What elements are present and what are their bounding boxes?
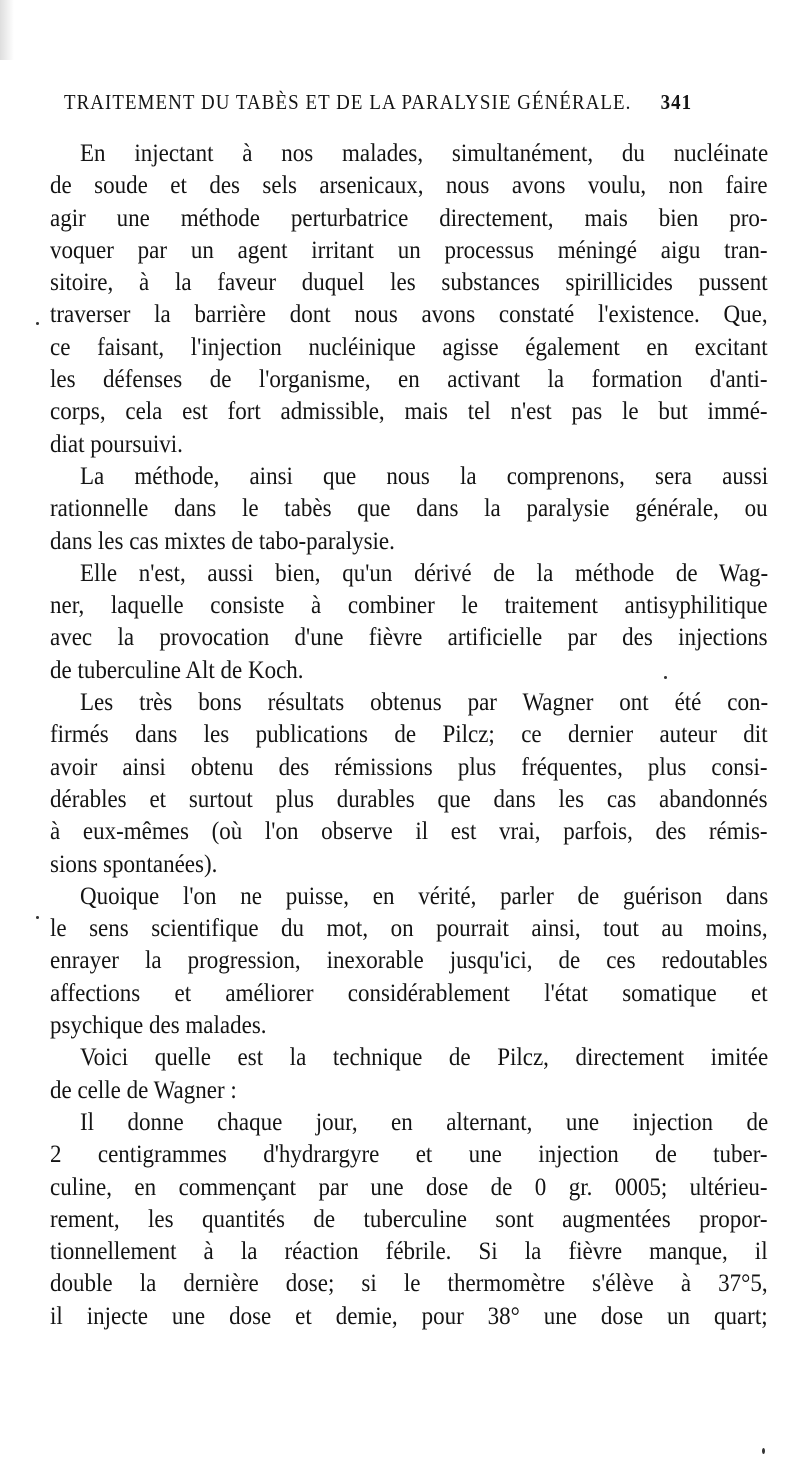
text-line: 2 centigrammes d'hydrargyre et une injection de tuber-	[50, 1141, 768, 1169]
text-line: sions spontanées).	[50, 850, 218, 878]
text-line: dérables et surtout plus durables que dans les cas abandonnés	[50, 785, 768, 813]
text-line: Quoique l'on ne puisse, en vérité, parler de guérison dans	[80, 882, 769, 910]
text-line: à eux-mêmes (où l'on observe il est vrai, parfois, des rémis-	[50, 818, 768, 846]
text-line: psychique des malades.	[50, 1012, 267, 1040]
text-line: dans les cas mixtes de tabo-paralysie.	[50, 527, 395, 555]
ink-speck	[762, 1448, 765, 1454]
text-line: les défenses de l'organisme, en activant la formation d'anti-	[50, 366, 768, 394]
text-line: Voici quelle est la technique de Pilcz, directement imitée	[80, 1044, 769, 1072]
running-title: TRAITEMENT DU TABÈS ET DE LA PARALYSIE GÉNÉRALE.	[64, 90, 632, 114]
text-line: diat poursuivi.	[50, 430, 183, 458]
text-line: sitoire, à la faveur duquel les substances spirillicides pussent	[50, 269, 768, 297]
ink-speck	[664, 676, 667, 679]
text-line: double la dernière dose; si le thermomètre s'élève à 37°5,	[50, 1270, 768, 1298]
text-line: corps, cela est fort admissible, mais tel n'est pas le but immé-	[50, 398, 768, 426]
text-line: de celle de Wagner :	[50, 1076, 237, 1104]
text-line: La méthode, ainsi que nous la comprenons, sera aussi	[80, 462, 769, 490]
text-line: firmés dans les publications de Pilcz; ce dernier auteur dit	[50, 721, 768, 749]
page-number: 341	[660, 90, 693, 114]
text-line: ce faisant, l'injection nucléinique agisse également en excitant	[50, 333, 768, 361]
text-line: voquer par un agent irritant un processus méningé aigu tran-	[50, 236, 768, 264]
text-line: avec la provocation d'une fièvre artificielle par des injections	[50, 624, 768, 652]
text-line: affections et améliorer considérablement l'état somatique et	[50, 979, 768, 1007]
text-line: En injectant à nos malades, simultanément, du nucléinate	[80, 140, 769, 167]
text-line: avoir ainsi obtenu des rémissions plus fréquentes, plus consi-	[50, 753, 768, 781]
text-line: Les très bons résultats obtenus par Wagner ont été con-	[80, 689, 769, 717]
text-line: Il donne chaque jour, en alternant, une injection de	[80, 1108, 769, 1136]
page-edge-shadow	[0, 0, 14, 60]
text-line: enrayer la progression, inexorable jusqu'ici, de ces redoutables	[50, 947, 768, 975]
body-text	[50, 138, 768, 1333]
text-line: Elle n'est, aussi bien, qu'un dérivé de la méthode de Wag-	[80, 559, 769, 587]
text-line: le sens scientifique du mot, on pourrait ainsi, tout au moins,	[50, 915, 768, 943]
text-line: de soude et des sels arsenicaux, nous avons voulu, non faire	[50, 172, 768, 200]
text-line: traverser la barrière dont nous avons constaté l'existence. Que,	[50, 301, 768, 329]
text-line: tionnellement à la réaction fébrile. Si la fièvre manque, il	[50, 1238, 768, 1266]
ink-speck	[36, 916, 39, 919]
running-header	[64, 90, 692, 124]
ink-speck	[36, 322, 39, 325]
text-line: culine, en commençant par une dose de 0 gr. 0005; ultérieu-	[50, 1173, 768, 1201]
text-line: de tuberculine Alt de Koch.	[50, 656, 304, 684]
text-line: rationnelle dans le tabès que dans la paralysie générale, ou	[50, 495, 768, 523]
text-line: rement, les quantités de tuberculine sont augmentées propor-	[50, 1205, 768, 1233]
text-line: agir une méthode perturbatrice directement, mais bien pro-	[50, 204, 768, 232]
text-line: il injecte une dose et demie, pour 38° une dose un quart;	[50, 1302, 768, 1330]
text-line: ner, laquelle consiste à combiner le traitement antisyphilitique	[50, 592, 768, 620]
